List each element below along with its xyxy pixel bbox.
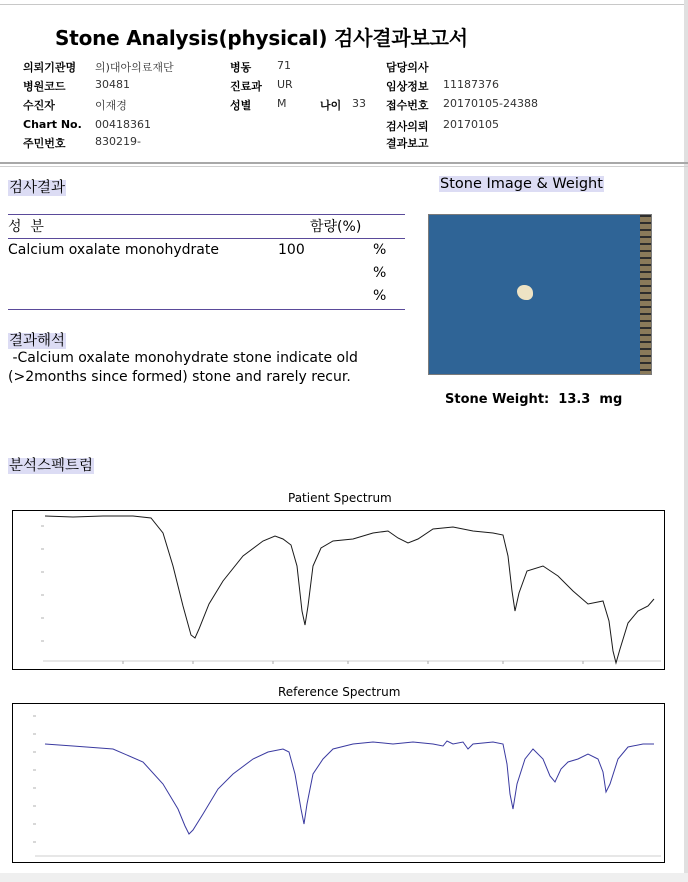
department-label: 진료과 [230, 80, 262, 93]
hospital-code-label: 병원코드 [23, 80, 66, 93]
requesting-institution-row [23, 59, 76, 75]
component-value: 100 [278, 242, 305, 258]
interpretation-line-1: -Calcium oxalate monohydrate stone indicate old [8, 350, 358, 366]
results-heading-text: 검사결과 [9, 180, 66, 196]
department-value: UR [277, 78, 293, 91]
reference-spectrum-y-ticks [33, 716, 36, 842]
page-bottom-edge [0, 873, 688, 882]
spectrum-heading [8, 454, 94, 475]
reference-spectrum-line [45, 741, 654, 834]
test-request-label: 검사의뢰 [386, 120, 429, 133]
measurement-ruler [640, 215, 651, 374]
hospital-code-value: 30481 [95, 78, 130, 91]
results-heading [8, 176, 66, 197]
component-column-header: 성 분 [8, 219, 44, 235]
resident-number-value: 830219- [95, 135, 141, 148]
stone-image-heading [439, 176, 604, 192]
right-edge-border [684, 0, 688, 882]
reception-number-value: 20170105-24388 [443, 97, 538, 110]
table-bottom-rule [8, 309, 405, 310]
sex-label: 성별 [230, 99, 252, 112]
reference-spectrum-title: Reference Spectrum [278, 685, 401, 699]
patient-spectrum-y-ticks [41, 526, 44, 641]
requesting-institution-value: 의)대아의료재단 [95, 61, 174, 74]
header-divider-secondary [0, 166, 688, 167]
age-value: 33 [352, 97, 366, 110]
interpretation-line-2: (>2months since formed) stone and rarely recur. [8, 369, 351, 385]
test-request-value: 20170105 [443, 118, 499, 131]
percent-unit: % [373, 288, 387, 304]
result-report-label: 결과보고 [386, 137, 429, 150]
requesting-institution-label: 의뢰기관명 [23, 61, 77, 74]
clinical-info-label: 임상정보 [386, 80, 429, 93]
top-border [0, 4, 688, 5]
clinical-info-value: 11187376 [443, 78, 499, 91]
patient-spectrum-line [45, 516, 654, 663]
patient-spectrum-title: Patient Spectrum [288, 491, 392, 505]
patient-spectrum-plot [13, 511, 664, 669]
chart-number-value: 00418361 [95, 118, 151, 131]
doctor-label: 담당의사 [386, 61, 429, 74]
resident-number-label: 주민번호 [23, 137, 66, 150]
percent-unit: % [373, 265, 387, 281]
content-column-header: 함량(%) [310, 219, 362, 235]
component-name: Calcium oxalate monohydrate [8, 242, 219, 258]
interpretation-heading-text: 결과해석 [9, 333, 66, 349]
interpretation-heading [8, 329, 66, 350]
table-header-rule [8, 238, 405, 239]
ward-value: 71 [277, 59, 291, 72]
reference-spectrum-chart [12, 703, 665, 863]
age-label: 나이 [320, 99, 342, 112]
stone-specimen [517, 285, 533, 300]
patient-name-label: 수진자 [23, 99, 55, 112]
chart-number-label: Chart No. [23, 118, 82, 131]
sex-value: M [277, 97, 287, 110]
reference-spectrum-plot [13, 704, 664, 862]
ward-label: 병동 [230, 61, 252, 74]
patient-name-value: 이재경 [95, 99, 127, 112]
patient-spectrum-chart [12, 510, 665, 670]
reception-number-label: 접수번호 [386, 99, 429, 112]
header-divider [0, 162, 688, 164]
percent-unit: % [373, 242, 387, 258]
stone-image-heading-text: Stone Image & Weight [440, 176, 603, 192]
report-title: Stone Analysis(physical) 검사결과보고서 [55, 26, 468, 50]
stone-weight: Stone Weight: 13.3 mg [445, 392, 623, 407]
spectrum-heading-text: 분석스펙트럼 [9, 458, 94, 474]
table-top-rule [8, 214, 405, 215]
stone-photo [428, 214, 652, 375]
